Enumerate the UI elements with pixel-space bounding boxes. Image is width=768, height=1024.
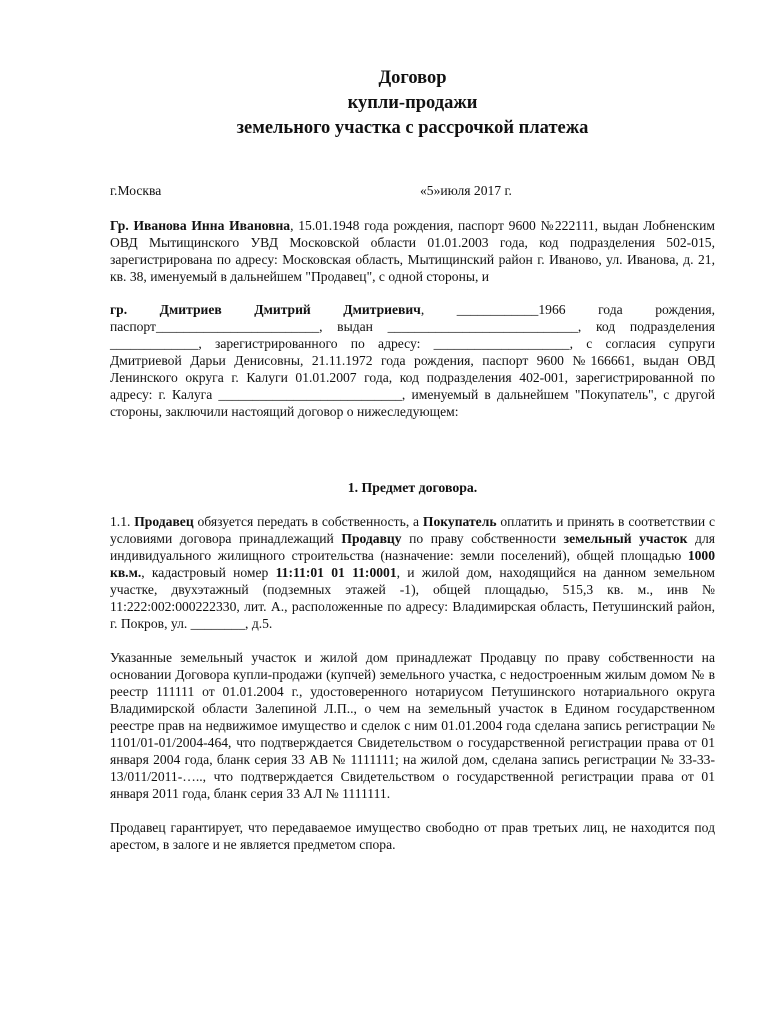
term-land-plot: земельный участок	[563, 531, 688, 546]
clause-text: оплатить и принять в соответствии с условиями договора принадлежащий	[110, 514, 715, 546]
cadastral-number: 11:11:01 01 11:0001	[275, 565, 397, 580]
clause-text: , и жилой дом, находящийся на данном земельном участке, двухэтажный (подземных этажей -1), общей площадью, 515,3 кв. м., инв № 11:222:002:000222330, лит. А., расположенные по адресу: Владимирская область, Петушинский район, г. Покров, ул. ________, д.5.	[110, 565, 715, 631]
plot-area: 1000 кв.м.	[110, 548, 715, 580]
seller-name: Гр. Иванова Инна Ивановна	[110, 218, 291, 233]
document-title	[110, 66, 715, 141]
title-line-3: земельного участка с рассрочкой платежа	[236, 118, 589, 138]
buyer-name: гр. Дмитриев Дмитрий Дмитриевич	[110, 302, 421, 317]
clause-text: обязуется передать в собственность, а	[193, 514, 423, 529]
seller-party-paragraph	[110, 217, 715, 285]
clause-number: 1.1.	[110, 514, 135, 529]
title-line-1: Договор	[378, 68, 447, 88]
contract-page	[110, 66, 715, 853]
city: г.Москва	[110, 183, 162, 198]
clause-text: , кадастровый номер	[141, 565, 276, 580]
title-line-2: купли-продажи	[347, 93, 478, 113]
buyer-party-paragraph	[110, 301, 715, 420]
term-buyer: Покупатель	[422, 514, 497, 529]
seller-details: , 15.01.1948 года рождения, паспорт 9600 №222111, выдан Лобненским ОВД Мытищинского УВД Московской области 01.01.2003 года, код подразделения 502-015, зарегистрирована по адресу: Московская область, Мытищинский район г. Иваново, ул. Иванова, д. 21, кв. 38, именуемый в дальнейшем "Продавец", с одной стороны, и	[110, 218, 715, 284]
section-1-heading: 1. Предмет договора.	[347, 480, 478, 495]
ownership-paragraph: Указанные земельный участок и жилой дом принадлежат Продавцу по праву собственности на основании Договора купли-продажи (купчей) земельного участка, с недостроенным жилым домом № в реестр 111111 от 01.01.2004 г., удостоверенного нотариусом Петушинского нотариального округа Владимирской области Залепиной Л.П.., о чем на земельный участок в Едином государственном реестре прав на недвижимое имущество и сделок с ним 01.01.2004 года сделана запись регистрации № 1101/01-01/2004-464, что подтверждается Свидетельством о государственной регистрации права от 01 января 2004 года, бланк серия 33 АВ № 1111111; на жилой дом, сделана запись регистрации № 33-33-13/011/2011-….., что подтверждается Свидетельством о государственной регистрации права от 01 января 2011 года, бланк серия 33 АЛ № 1111111.	[110, 650, 715, 801]
clause-text: по праву собственности	[401, 531, 564, 546]
contract-date: «5»июля 2017 г.	[420, 183, 512, 198]
guarantee-paragraph: Продавец гарантирует, что передаваемое имущество свободно от прав третьих лиц, не находится под арестом, в залоге и не является предметом спора.	[110, 820, 715, 852]
clause-1-1	[110, 513, 715, 632]
buyer-details: , ____________1966 года рождения, паспорт________________________, выдан ____________________________, код подразделения _____________, зарегистрированного по адресу: ____________________, с согласия супруги Дмитриевой Дарьи Денисовны, 21.11.1972 года рождения, паспорт 9600 №166661, выдан ОВД Ленинского округа г. Калуги 01.01.2007 года, код подразделения 402-001, зарегистрированной по адресу: г. Калуга ___________________________, именуемый в дальнейшем "Покупатель", с другой стороны, заключили настоящий договор о нижеследующем:	[110, 302, 715, 419]
clause-text: для индивидуального жилищного строительства (назначение: земли поселений), общей площадью	[110, 531, 715, 563]
term-seller-dative: Продавцу	[341, 531, 402, 546]
place-date-line	[110, 182, 715, 199]
term-seller: Продавец	[134, 514, 194, 529]
